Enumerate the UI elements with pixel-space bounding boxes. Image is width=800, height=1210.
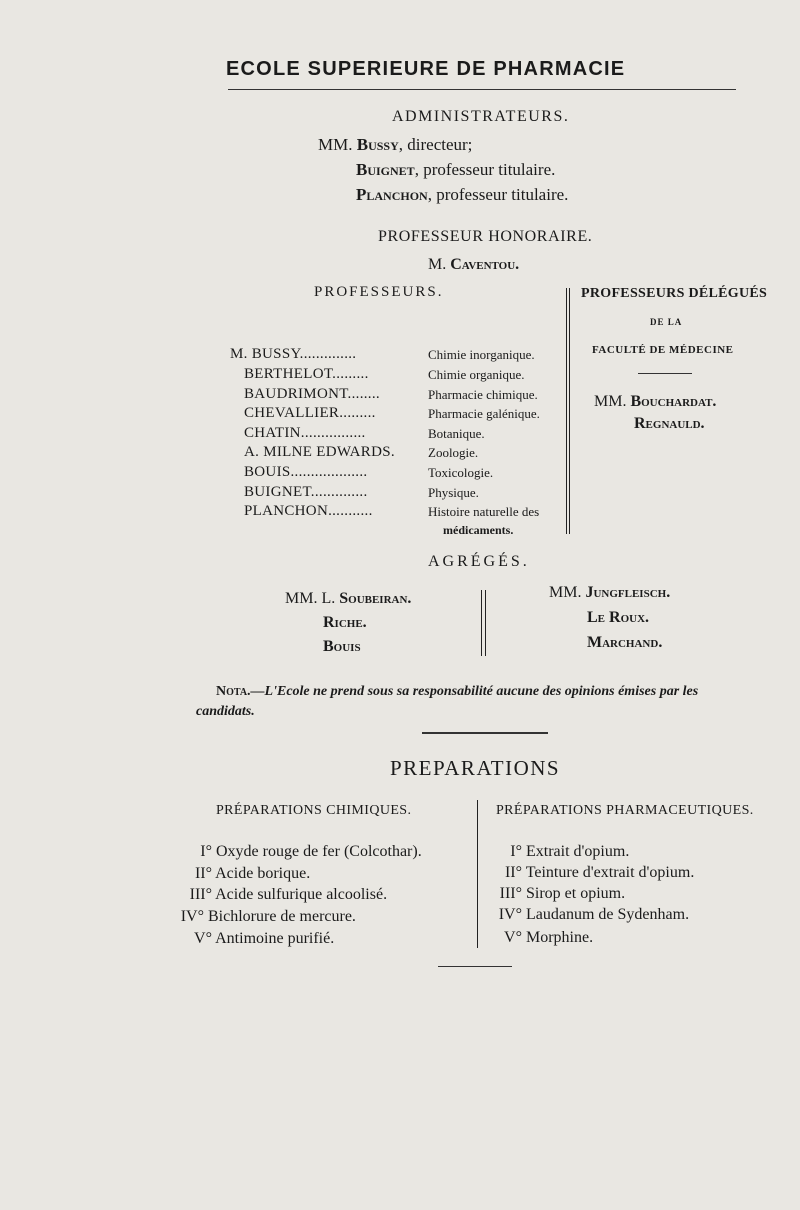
honoraire-prefix: M.: [428, 256, 451, 273]
agreges-left-3: [323, 638, 361, 656]
delegues-de-la: DE LA: [650, 317, 683, 327]
pharmaceutiques-heading: PRÉPARATIONS PHARMACEUTIQUES.: [496, 803, 754, 818]
chimique-item: [180, 930, 334, 948]
agreges-divider: [485, 590, 486, 656]
professor-name: CHEVALLIER.........: [244, 405, 376, 421]
pharmaceutique-item: [488, 843, 629, 861]
item-number: III°: [189, 886, 212, 903]
chimique-item: [180, 865, 310, 883]
admin-line-2: [356, 160, 555, 180]
item-number: III°: [499, 885, 522, 902]
chimique-item: [172, 908, 356, 926]
closing-rule: [438, 966, 512, 967]
honoraire-name: Caventou.: [450, 256, 520, 273]
nota-label: Nota.: [216, 684, 251, 699]
professor-subject: Pharmacie chimique.: [428, 387, 538, 402]
agrege-name: Le Roux.: [587, 609, 650, 626]
pharmaceutique-item: [488, 885, 625, 903]
preparations-heading: PREPARATIONS: [390, 756, 561, 780]
item-number: V°: [504, 929, 522, 946]
professor-name: BUIGNET..............: [244, 484, 368, 500]
item-text: Bichlorure de mercure.: [208, 908, 356, 925]
professor-name: BAUDRIMONT........: [244, 386, 380, 402]
item-number: V°: [194, 930, 212, 947]
agreges-left-1: [285, 590, 411, 608]
page-title: ECOLE SUPERIEURE DE PHARMACIE: [226, 58, 626, 80]
professor-subject-continuation: médicaments.: [443, 523, 514, 537]
professor-subject: Botanique.: [428, 426, 485, 441]
item-text: Laudanum de Sydenham.: [526, 906, 690, 923]
delegues-line-1: [594, 393, 716, 411]
item-text: Teinture d'extrait d'opium.: [525, 864, 695, 881]
admin-role: , directeur;: [398, 135, 473, 154]
agrege-name: Jungfleisch.: [585, 584, 671, 601]
delegues-faculte: FACULTÉ DE MÉDECINE: [592, 344, 734, 356]
agreges-left-2: [323, 614, 367, 632]
nota-dash: —: [250, 684, 265, 699]
item-number: I°: [510, 843, 522, 860]
professor-name: A. MILNE EDWARDS.: [244, 444, 395, 460]
professor-subject: Toxicologie.: [428, 465, 494, 480]
pharmaceutique-item: [488, 906, 689, 924]
agreges-right-prefix: MM.: [549, 584, 586, 601]
professeurs-heading: PROFESSEURS.: [314, 284, 444, 300]
honoraire-heading: PROFESSEUR HONORAIRE.: [378, 228, 593, 245]
item-text: Extrait d'opium.: [526, 843, 630, 860]
agrege-name: Marchand.: [587, 634, 663, 651]
pharmaceutique-item: [488, 929, 593, 947]
admin-role: , professeur titulaire.: [427, 185, 569, 204]
admin-name-planchon: Planchon: [356, 185, 428, 204]
preparations-divider: [477, 800, 478, 948]
admin-role: , professeur titulaire.: [414, 160, 556, 179]
admin-line-1: [318, 135, 472, 155]
admin-name-bussy: Bussy: [356, 135, 399, 154]
delegues-prefix: MM.: [594, 393, 631, 410]
delegue-name: Bouchardat.: [630, 393, 717, 410]
professor-subject: Histoire naturelle des: [428, 504, 540, 519]
professor-name: M. BUSSY..............: [230, 346, 357, 362]
agrege-name: Riche.: [323, 614, 367, 631]
item-number: IV°: [498, 906, 522, 923]
professor-subject: Chimie inorganique.: [428, 347, 535, 362]
section-rule: [422, 732, 548, 734]
item-text: Oxyde rouge de fer (Colcothar).: [216, 843, 422, 860]
agrege-name: Soubeiran.: [339, 590, 412, 607]
item-number: II°: [504, 864, 522, 881]
chimiques-heading: PRÉPARATIONS CHIMIQUES.: [216, 803, 412, 818]
item-text: Acide borique.: [215, 865, 311, 882]
professor-name: BERTHELOT.........: [244, 366, 369, 382]
professor-name: PLANCHON...........: [244, 503, 373, 519]
administrateurs-heading: ADMINISTRATEURS.: [392, 108, 570, 125]
agreges-right-2: [587, 609, 649, 627]
nota-text: L'Ecole ne prend sous sa responsabilité aucune des opinions émises par les: [264, 684, 699, 699]
column-divider: [569, 288, 570, 534]
honoraire-line: [428, 256, 519, 274]
chimique-item: [180, 843, 422, 861]
professor-subject: Chimie organique.: [428, 367, 525, 382]
nota-line-2: candidats.: [196, 704, 255, 719]
item-text: Morphine.: [526, 929, 594, 946]
item-text: Sirop et opium.: [526, 885, 626, 902]
agreges-right-1: [549, 584, 670, 602]
item-number: IV°: [180, 908, 204, 925]
professor-subject: Physique.: [428, 485, 479, 500]
professor-subject: Pharmacie galénique.: [428, 406, 540, 421]
professor-name: BOUIS...................: [244, 464, 368, 480]
item-text: Acide sulfurique alcoolisé.: [215, 886, 388, 903]
title-rule: [228, 89, 736, 90]
item-text: Antimoine purifié.: [215, 930, 335, 947]
delegues-rule: [638, 373, 692, 374]
item-number: I°: [200, 843, 212, 860]
delegue-name: Regnauld.: [634, 415, 705, 432]
admin-name-buignet: Buignet: [356, 160, 415, 179]
delegues-heading: PROFESSEURS DÉLÉGUÉS: [581, 286, 768, 301]
pharmaceutique-item: [488, 864, 694, 882]
agreges-divider: [481, 590, 482, 656]
column-divider: [566, 288, 567, 534]
nota-line-1: [216, 684, 698, 700]
admin-line-3: [356, 185, 568, 205]
delegues-line-2: [634, 415, 705, 433]
agreges-right-3: [587, 634, 662, 652]
chimique-item: [180, 886, 387, 904]
professor-subject: Zoologie.: [428, 445, 479, 460]
admin-prefix: MM.: [318, 135, 357, 154]
agreges-left-prefix: MM. L.: [285, 590, 340, 607]
agreges-heading: AGRÉGÉS.: [428, 553, 530, 570]
agrege-name: Bouis: [323, 638, 361, 655]
professor-name: CHATIN................: [244, 425, 366, 441]
item-number: II°: [194, 865, 212, 882]
